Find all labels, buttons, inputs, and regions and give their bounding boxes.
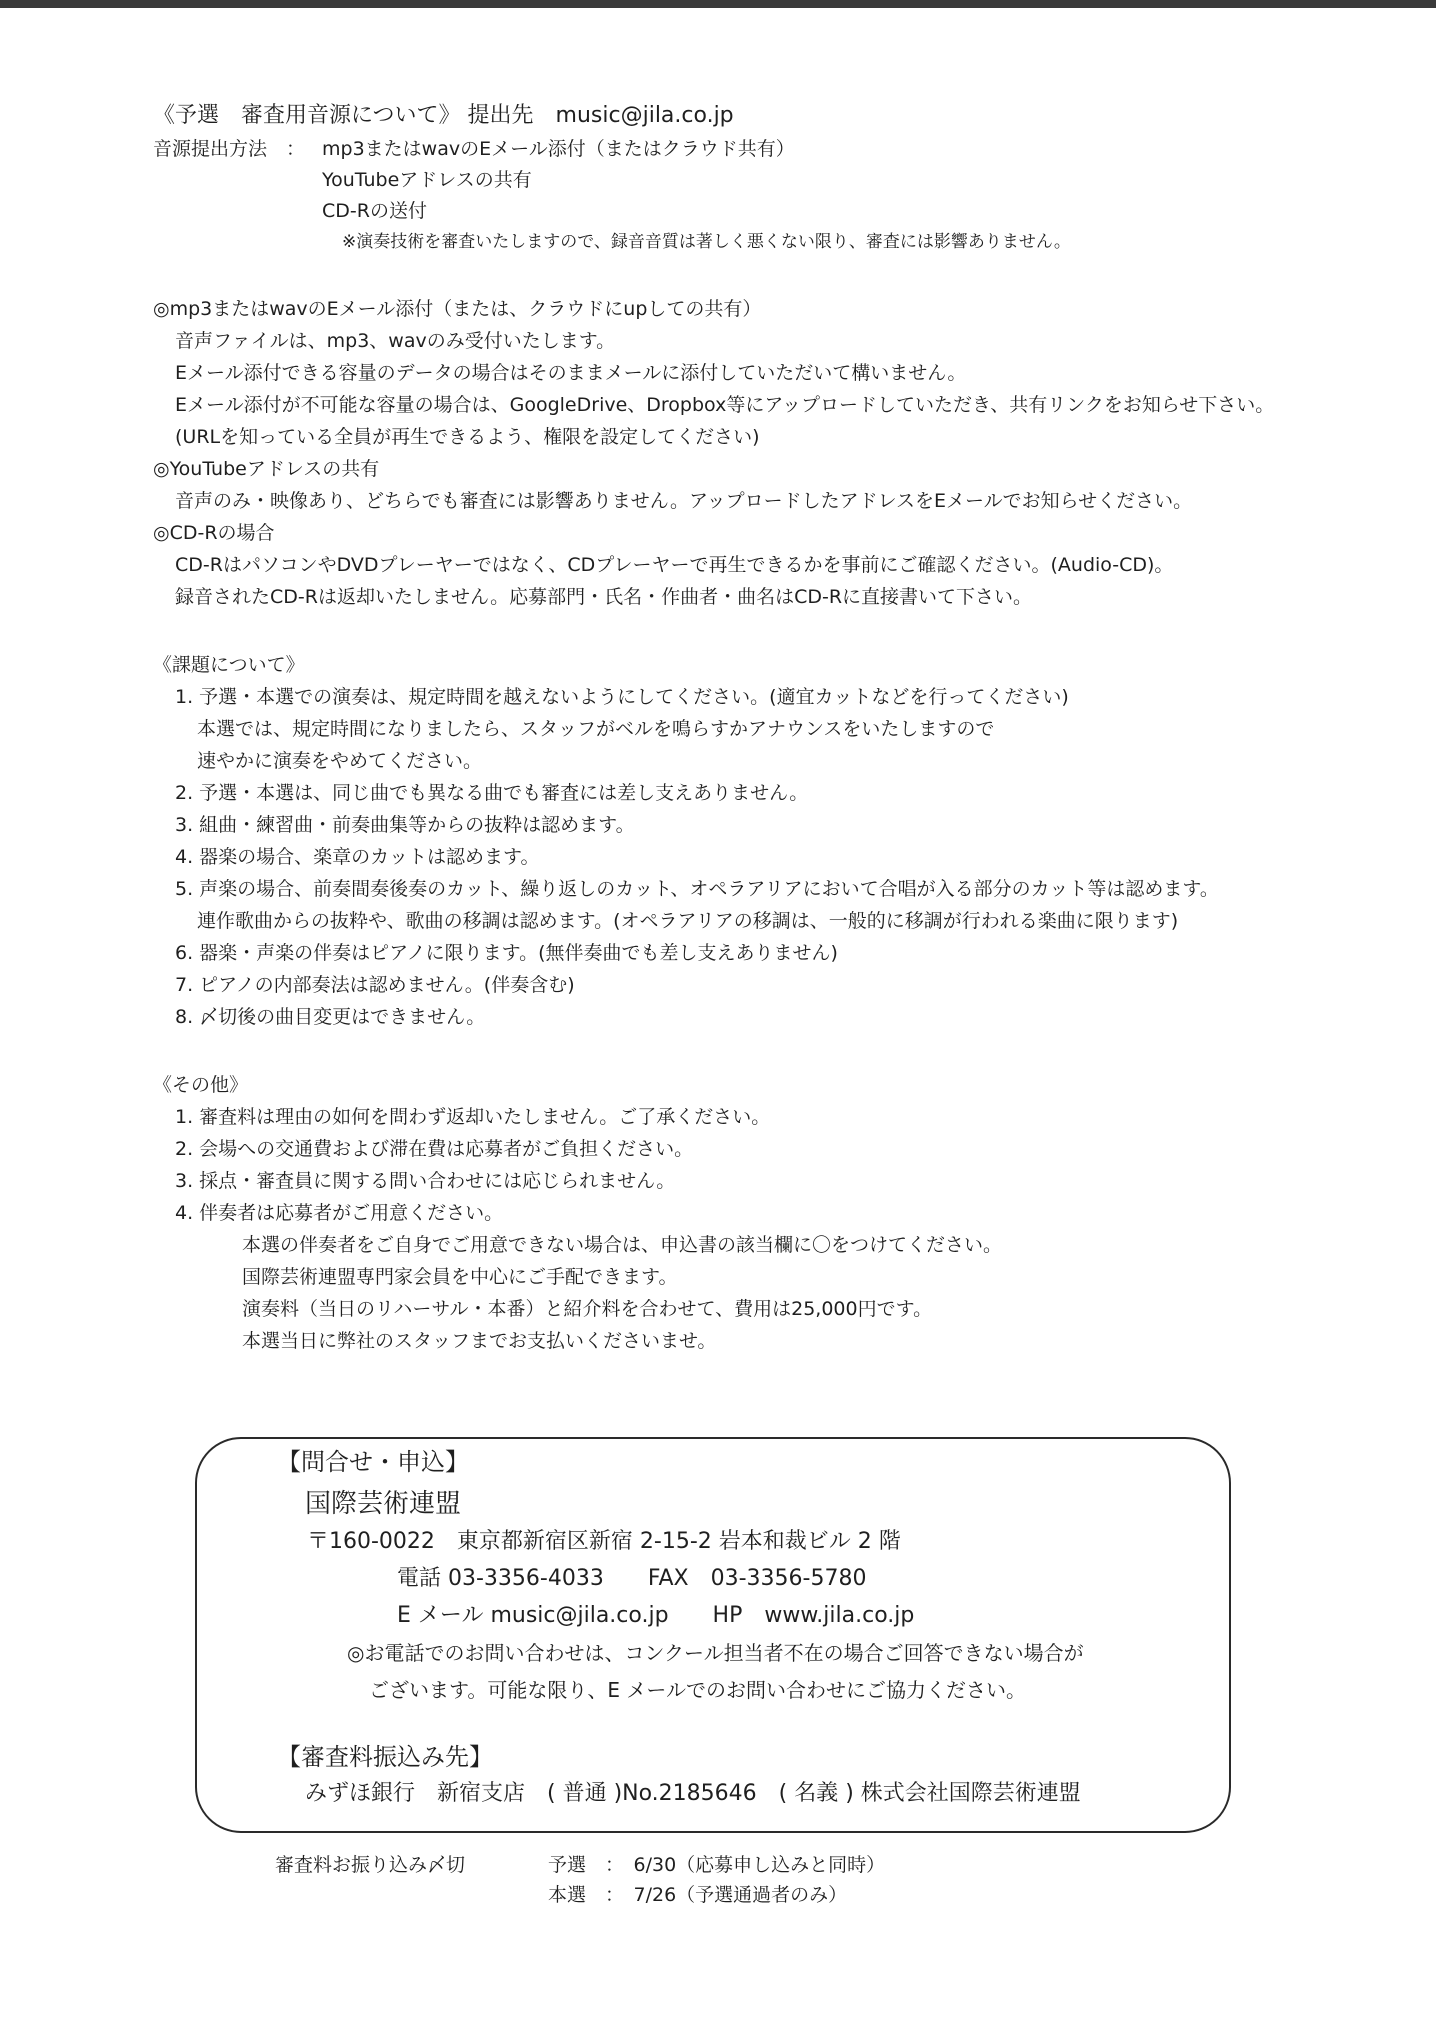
submission-method-1: mp3またはwavのEメール添付（またはクラウド共有） [322, 138, 795, 160]
other-line-2: 2. 会場への交通費および滞在費は応募者がご負担ください。 [175, 1138, 694, 1160]
deadline-label: 審査料お振り込み〆切 [275, 1854, 466, 1876]
other-line-3: 3. 採点・審査員に関する問い合わせには応じられません。 [175, 1170, 676, 1192]
task-line-10: 7. ピアノの内部奏法は認めません。(伴奏含む) [175, 974, 575, 996]
cdr-line-1: CD-RはパソコンやDVDプレーヤーではなく、CDプレーヤーで再生できるかを事前にご確認ください。(Audio-CD)。 [175, 554, 1174, 576]
cdr-section-heading: ◎CD-Rの場合 [153, 522, 275, 544]
task-line-5: 3. 組曲・練習曲・前奏曲集等からの抜粋は認めます。 [175, 814, 635, 836]
contact-email-hp: E メール music@jila.co.jp HP www.jila.co.jp [397, 1603, 915, 1628]
task-line-4: 2. 予選・本選は、同じ曲でも異なる曲でも審査には差し支えありません。 [175, 782, 809, 804]
email-line-4: (URLを知っている全員が再生できるよう、権限を設定してください) [175, 426, 760, 448]
task-line-7: 5. 声楽の場合、前奏間奏後奏のカット、繰り返しのカット、オペラアリアにおいて合唱が入る部分のカット等は認めます。 [175, 878, 1219, 900]
task-line-1: 1. 予選・本選での演奏は、規定時間を越えないようにしてください。(適宜カットなどを行ってください) [175, 686, 1069, 708]
email-line-2: Eメール添付できる容量のデータの場合はそのままメールに添付していただいて構いません。 [175, 362, 967, 384]
other-heading: 《その他》 [153, 1074, 249, 1096]
youtube-line: 音声のみ・映像あり、どちらでも審査には影響ありません。アップロードしたアドレスをEメールでお知らせください。 [175, 490, 1193, 512]
other-line-7: 演奏料（当日のリハーサル・本番）と紹介料を合わせて、費用は25,000円です。 [242, 1298, 933, 1320]
scan-edge [0, 0, 1436, 8]
fee-heading: 【審査料振込み先】 [277, 1743, 493, 1771]
email-line-1: 音声ファイルは、mp3、wavのみ受付いたします。 [175, 330, 616, 352]
submission-note: ※演奏技術を審査いたしますので、録音音質は著しく悪くない限り、審査には影響ありません。 [342, 232, 1071, 252]
email-section-heading: ◎mp3またはwavのEメール添付（または、クラウドにupしての共有） [153, 298, 762, 320]
task-line-6: 4. 器楽の場合、楽章のカットは認めます。 [175, 846, 540, 868]
task-line-2: 本選では、規定時間になりましたら、スタッフがベルを鳴らすかアナウンスをいたしますので [197, 718, 995, 740]
tasks-heading: 《課題について》 [153, 654, 305, 676]
deadline-row-final: 本選 ： 7/26（予選通過者のみ） [548, 1884, 848, 1906]
task-line-8: 連作歌曲からの抜粋や、歌曲の移調は認めます。(オペラアリアの移調は、一般的に移調が行われる楽曲に限ります) [197, 910, 1179, 932]
email-line-3: Eメール添付が不可能な容量の場合は、GoogleDrive、Dropbox等にアップロードしていただき、共有リンクをお知らせ下さい。 [175, 394, 1275, 416]
cdr-line-2: 録音されたCD-Rは返却いたしません。応募部門・氏名・作曲者・曲名はCD-Rに直接書いて下さい。 [175, 586, 1033, 608]
contact-note-1: ◎お電話でのお問い合わせは、コンクール担当者不在の場合ご回答できない場合が [347, 1641, 1084, 1665]
contact-box [195, 1437, 1231, 1833]
submission-method-label: 音源提出方法 ： [153, 138, 306, 160]
contact-note-2: ございます。可能な限り、E メールでのお問い合わせにご協力ください。 [369, 1678, 1026, 1702]
contact-heading: 【問合せ・申込】 [277, 1448, 469, 1476]
contact-org-name: 国際芸術連盟 [305, 1489, 462, 1519]
contact-address: 〒160-0022 東京都新宿区新宿 2-15-2 岩本和裁ビル 2 階 [307, 1529, 901, 1554]
youtube-section-heading: ◎YouTubeアドレスの共有 [153, 458, 380, 480]
submission-method-3: CD-Rの送付 [322, 200, 427, 222]
contact-phone-fax: 電話 03-3356-4033 FAX 03-3356-5780 [397, 1566, 867, 1591]
other-line-4: 4. 伴奏者は応募者がご用意ください。 [175, 1202, 504, 1224]
task-line-11: 8. 〆切後の曲目変更はできません。 [175, 1006, 486, 1028]
task-line-3: 速やかに演奏をやめてください。 [197, 750, 483, 772]
bank-info: みずほ銀行 新宿支店 ( 普通 )No.2185646 ( 名義 ) 株式会社国際芸術連盟 [305, 1781, 1081, 1806]
other-line-1: 1. 審査料は理由の如何を問わず返却いたしません。ご了承ください。 [175, 1106, 771, 1128]
submission-method-2: YouTubeアドレスの共有 [322, 169, 532, 191]
other-line-5: 本選の伴奏者をご自身でご用意できない場合は、申込書の該当欄に〇をつけてください。 [242, 1234, 1003, 1256]
task-line-9: 6. 器楽・声楽の伴奏はピアノに限ります。(無伴奏曲でも差し支えありません) [175, 942, 838, 964]
other-line-6: 国際芸術連盟専門家会員を中心にご手配できます。 [242, 1266, 678, 1288]
deadline-row-preliminary: 予選 ： 6/30（応募申し込みと同時） [548, 1854, 886, 1876]
other-line-8: 本選当日に弊社のスタッフまでお支払いくださいませ。 [242, 1330, 717, 1352]
submission-heading: 《予選 審査用音源について》 提出先 music@jila.co.jp [153, 103, 734, 128]
